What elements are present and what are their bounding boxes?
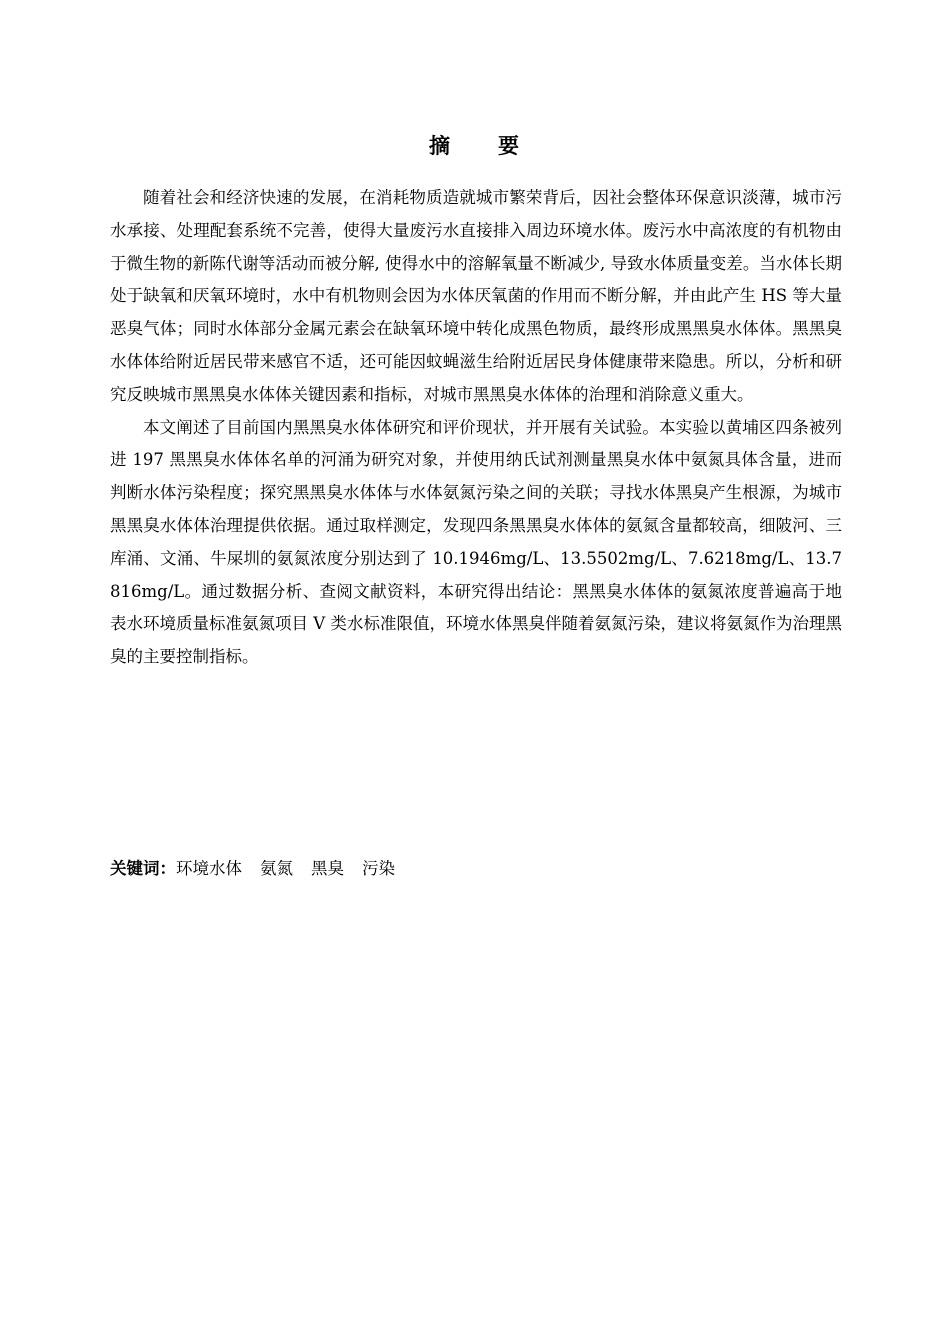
keyword-item: 氨氮: [260, 859, 293, 878]
abstract-body: [110, 182, 842, 674]
keywords-label: 关键词：: [110, 859, 176, 878]
keyword-item: 污染: [362, 859, 395, 878]
abstract-title: 摘 要: [429, 134, 521, 158]
abstract-paragraph-1: 随着社会和经济快速的发展，在消耗物质造就城市繁荣背后，因社会整体环保意识淡薄，城市污水承接、处理配套系统不完善，使得大量废污水直接排入周边环境水体。废污水中高浓度的有机物由于微生物的新陈代谢等活动而被分解, 使得水中的溶解氧量不断减少, 导致水体质量变差。当水体长期处于缺氧和厌氧环境时，水中有机物则会因为水体厌氧菌的作用而不断分解，并由此产生 HS 等大量恶臭气体；同时水体部分金属元素会在缺氧环境中转化成黑色物质，最终形成黑黑臭水体体。黑黑臭水体体给附近居民带来感官不适，还可能因蚊蝇滋生给附近居民身体健康带来隐患。所以，分析和研究反映城市黑黑臭水体体关键因素和指标，对城市黑黑臭水体体的治理和消除意义重大。: [110, 188, 842, 404]
keyword-item: 黑臭: [311, 859, 344, 878]
keywords-line: [110, 855, 413, 883]
abstract-paragraph-2: 本文阐述了目前国内黑黑臭水体体研究和评价现状，并开展有关试验。本实验以黄埔区四条被列进 197 黑黑臭水体体名单的河涌为研究对象，并使用纳氏试剂测量黑臭水体中氨氮具体含量，进而判断水体污染程度；探究黑黑臭水体体与水体氨氮污染之间的关联；寻找水体黑臭产生根源，为城市黑黑臭水体体治理提供依据。通过取样测定，发现四条黑黑臭水体体的氨氮含量都较高，细陂河、三库涌、文涌、牛屎圳的氨氮浓度分别达到了 10.1946mg/L、13.5502mg/L、7.6218mg/L、13.7816mg/L。通过数据分析、查阅文献资料，本研究得出结论：黑黑臭水体体的氨氮浓度普遍高于地表水环境质量标准氨氮项目 V 类水标准限值，环境水体黑臭伴随着氨氮污染，建议将氨氮作为治理黑臭的主要控制指标。: [110, 417, 842, 667]
keyword-item: 环境水体: [176, 859, 242, 878]
